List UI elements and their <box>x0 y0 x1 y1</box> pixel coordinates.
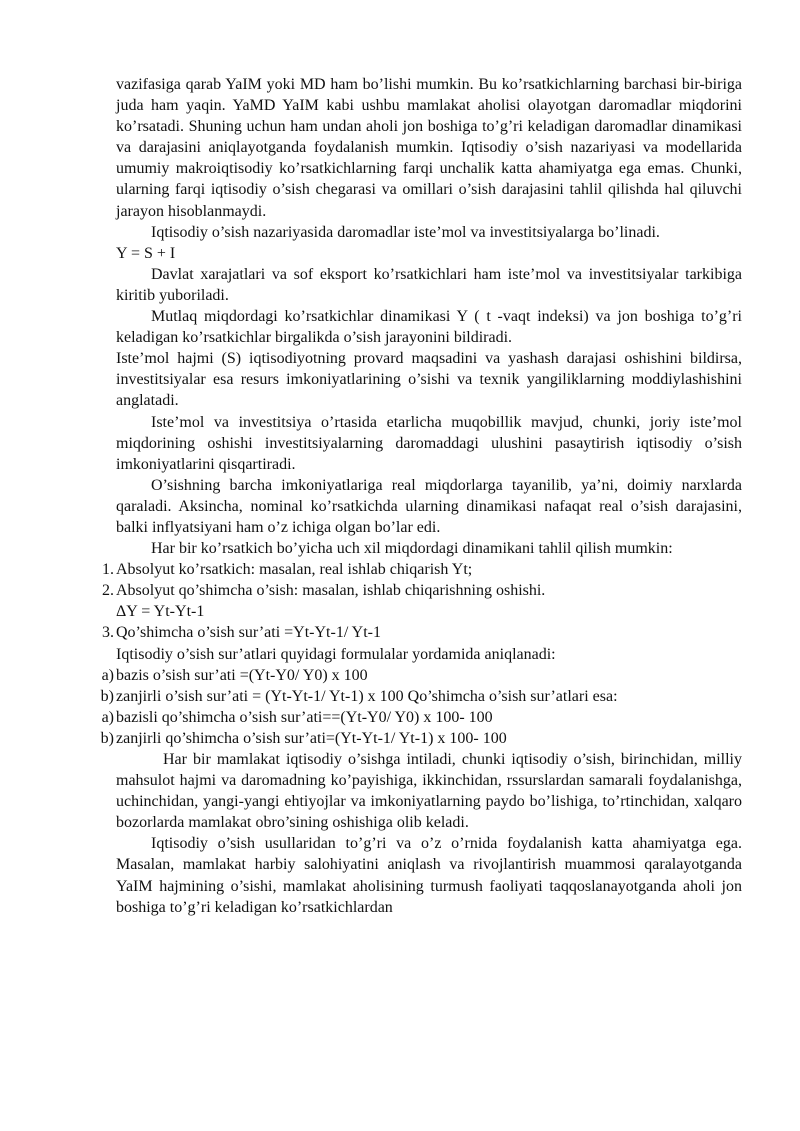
formula-text: zanjirli o’sish sur’ati = (Yt-Yt-1/ Yt-1) x 100 Qo’shimcha o’sish sur’atlari esa: <box>116 687 618 705</box>
formula-text: zanjirli qo’shimcha o’sish sur’ati=(Yt-Yt-1/ Yt-1) x 100- 100 <box>116 729 507 747</box>
formulas-intro: Iqtisodiy o’sish sur’atlari quyidagi formulalar yordamida aniqlanadi: <box>116 645 556 663</box>
formula-item <box>101 665 742 686</box>
list-marker: a) <box>101 708 114 726</box>
formula-text: bazis o’sish sur’ati =(Yt-Y0/ Y0) x 100 <box>116 666 368 684</box>
formula-delta-y: ΔY = Yt-Yt-1 <box>116 603 205 621</box>
document-body <box>100 74 742 918</box>
formula-item <box>101 707 742 728</box>
list-marker: b) <box>100 687 114 705</box>
list-marker: 3. <box>102 624 114 642</box>
list-marker: 1. <box>102 561 114 579</box>
paragraph-4: Mutlaq miqdordagi ko’rsatkichlar dinamikasi Y ( t -vaqt indeksi) va jon boshiga to’g’ri keladigan ko’rsatkichlar birgalikda o’sish jarayonini bildiradi. <box>116 308 742 347</box>
list-marker: a) <box>101 666 114 684</box>
list-item-text: Qo’shimcha o’sish sur’ati =Yt-Yt-1/ Yt-1 <box>116 624 381 642</box>
list-item <box>102 559 742 580</box>
formula-y-equals-s-plus-i: Y = S + I <box>116 244 176 262</box>
list-marker: 2. <box>102 582 114 600</box>
formula-text: bazisli qo’shimcha o’sish sur’ati==(Yt-Y0/ Y0) x 100- 100 <box>116 708 493 726</box>
paragraph-2: Iqtisodiy o’sish nazariyasida daromadlar iste’mol va investitsiyalarga bo’linadi. <box>151 223 660 241</box>
list-item <box>102 580 742 601</box>
list-item <box>102 622 742 643</box>
paragraph-8: Har bir ko’rsatkich bo’yicha uch xil miqdordagi dinamikani tahlil qilish mumkin: <box>151 540 673 558</box>
paragraph-9: Har bir mamlakat iqtisodiy o’sishga intiladi, chunki iqtisodiy o’sish, birinchidan, milliy mahsulot hajmi va daromadning ko’payishiga, ikkinchidan, rssurslardan samarali foydalanishga, uchinchidan, yangi-yangi ehtiyojlar va imkoniyatlarning paydo bo’lishiga, to’rtinchidan, xalqaro bozorlarda mamlakat obro’sining oshishiga olib keladi. <box>116 751 742 832</box>
paragraph-1: vazifasiga qarab YaIM yoki MD ham bo’lishi mumkin. Bu ko’rsatkichlarning barchasi bir-biriga juda ham yaqin. YaMD YaIM kabi ushbu mamlakat aholisi olayotgan daromadlar miqdorini ko’rsatadi. Shuning uchun ham undan aholi jon boshiga to’g’ri keladigan daromadlar dinamikasi va darajasini aniqlayotganda foydalanish mumkin. Iqtisodiy o’sish nazariyasi va modellarida umumiy makroiqtisodiy ko’rsatkichlarning farqi unchalik katta ahamiyatga ega emas. Chunki, ularning farqi iqtisodiy o’sish chegarasi va omillari o’sish darajasini tahlil qilishda hal qiluvchi jarayon hisoblanmaydi. <box>116 76 742 220</box>
list-item-text: Absolyut ko’rsatkich: masalan, real ishlab chiqarish Yt; <box>116 561 473 579</box>
formula-item <box>100 686 742 707</box>
list-marker: b) <box>100 729 114 747</box>
paragraph-6: Iste’mol va investitsiya o’rtasida etarlicha muqobillik mavjud, chunki, joriy iste’mol miqdorining oshishi investitsiyalarning daromaddagi ulushini pasaytirish iqtisodiy o’sish imkoniyatlarini qisqartiradi. <box>116 413 742 473</box>
paragraph-10: Iqtisodiy o’sish usullaridan to’g’ri va o’z o’rnida foydalanish katta ahamiyatga ega. Masalan, mamlakat harbiy salohiyatini aniqlash va rivojlantirish muammosi qaralayotganda YaIM hajmining o’sishi, mamlakat aholisining turmush faoliyati taqqoslanayotganda aholi jon boshiga to’g’ri keladigan ko’rsatkichlardan <box>116 835 742 916</box>
paragraph-3: Davlat xarajatlari va sof eksport ko’rsatkichlari ham iste’mol va investitsiyalar tarkibiga kiritib yuboriladi. <box>116 265 742 304</box>
formula-item <box>100 728 742 749</box>
list-item-text: Absolyut qo’shimcha o’sish: masalan, ishlab chiqarishning oshishi. <box>116 582 546 600</box>
paragraph-7: O’sishning barcha imkoniyatlariga real miqdorlarga tayanilib, ya’ni, doimiy narxlarda qaraladi. Aksincha, nominal ko’rsatkichda ularning dinamikasi nafaqat real o’sish darajasini, balki inflyatsiyani ham o’z ichiga olgan bo’lar edi. <box>116 476 742 536</box>
paragraph-5: Iste’mol hajmi (S) iqtisodiyotning provard maqsadini va yashash darajasi oshishini bildirsa, investitsiyalar esa resurs imkoniyatlarining o’sishi va texnik yangiliklarning moddiylashishini anglatadi. <box>116 350 742 410</box>
